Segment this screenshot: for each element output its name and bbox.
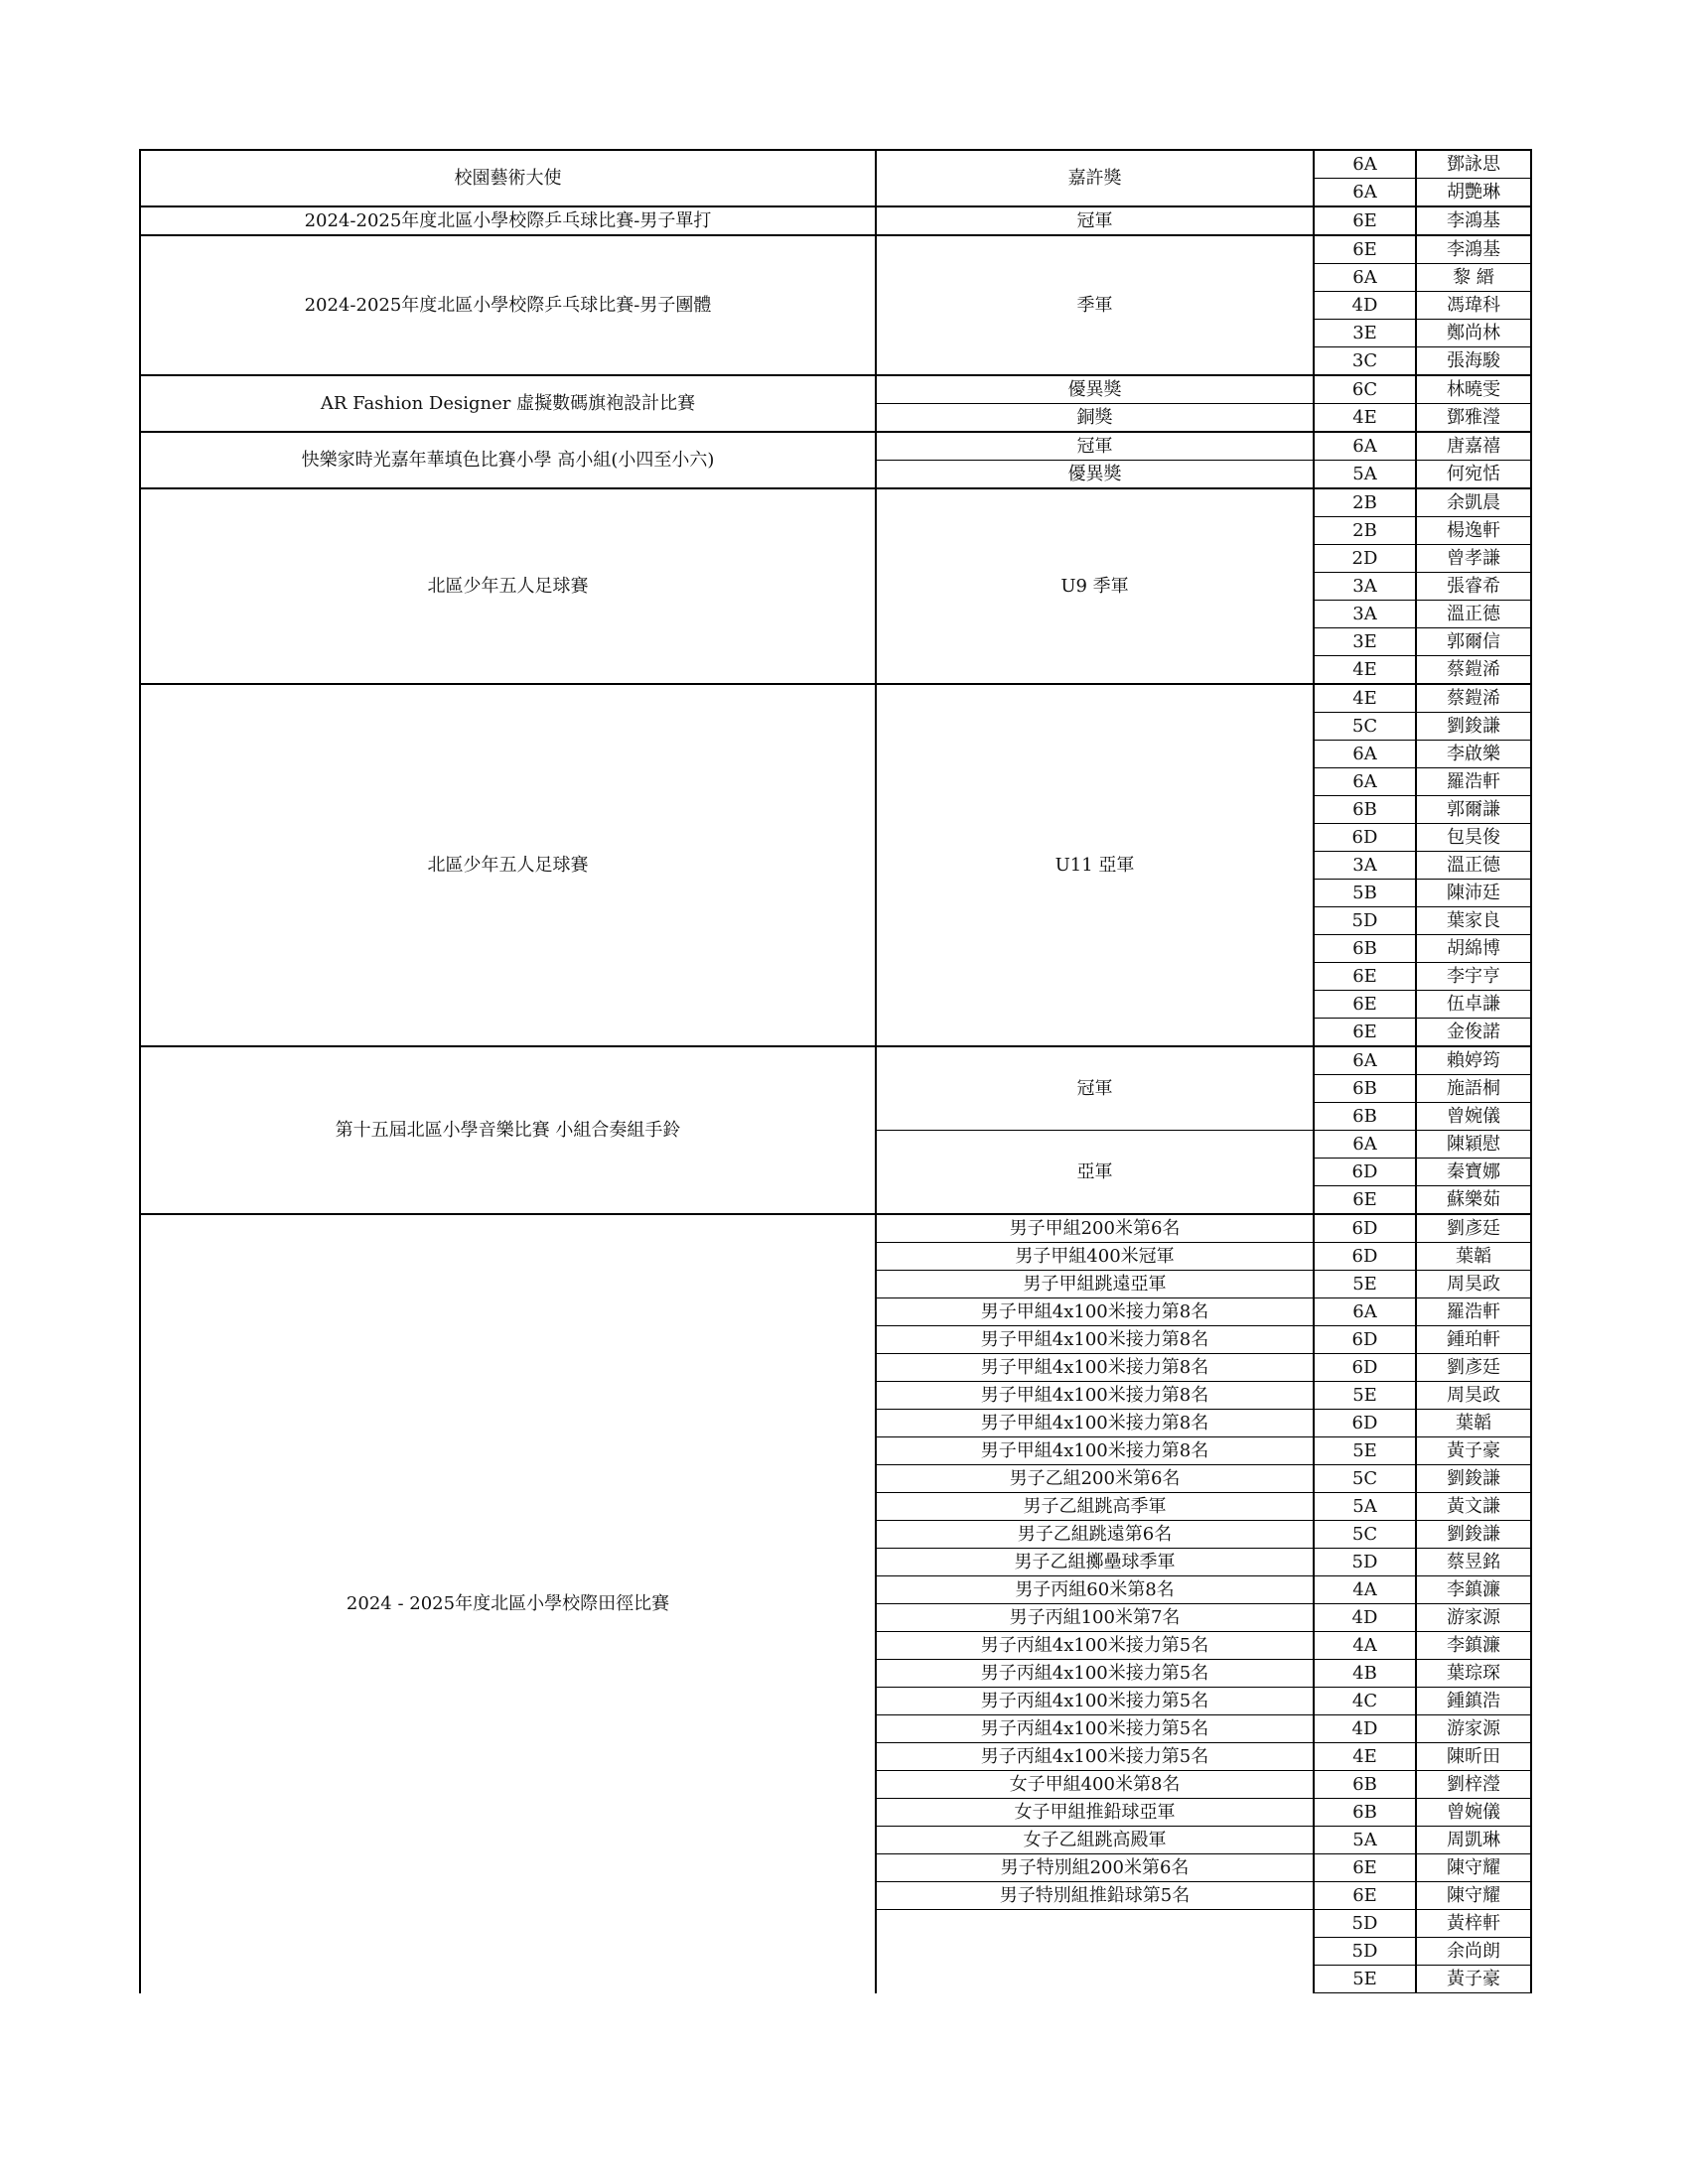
class-cell: 3A xyxy=(1314,573,1416,601)
student-name-cell: 周凱琳 xyxy=(1416,1827,1531,1854)
student-name-cell: 鄧詠思 xyxy=(1416,150,1531,179)
student-name-cell: 李鴻基 xyxy=(1416,235,1531,264)
student-name-cell: 周昊政 xyxy=(1416,1382,1531,1410)
table-row xyxy=(140,1046,1531,1075)
student-name-cell: 劉梓瀅 xyxy=(1416,1771,1531,1799)
student-name-cell: 包昊俊 xyxy=(1416,824,1531,852)
class-cell: 5A xyxy=(1314,461,1416,489)
class-cell: 5B xyxy=(1314,880,1416,907)
awards-table xyxy=(139,149,1532,1993)
table-row xyxy=(140,235,1531,264)
class-cell: 6E xyxy=(1314,1854,1416,1882)
class-cell: 6A xyxy=(1314,1046,1416,1075)
student-name-cell: 李鎮濂 xyxy=(1416,1632,1531,1660)
award-cell: 男子丙組60米第8名 xyxy=(876,1576,1314,1604)
student-name-cell: 黃子豪 xyxy=(1416,1437,1531,1465)
award-cell: 男子甲組200米第6名 xyxy=(876,1214,1314,1243)
student-name-cell: 黃梓軒 xyxy=(1416,1910,1531,1938)
student-name-cell: 葉韜 xyxy=(1416,1243,1531,1271)
class-cell: 5E xyxy=(1314,1382,1416,1410)
student-name-cell: 葉家良 xyxy=(1416,907,1531,935)
student-name-cell: 陳昕田 xyxy=(1416,1743,1531,1771)
class-cell: 6A xyxy=(1314,1131,1416,1159)
class-cell: 5D xyxy=(1314,1938,1416,1966)
class-cell: 6D xyxy=(1314,1410,1416,1437)
student-name-cell: 游家源 xyxy=(1416,1715,1531,1743)
student-name-cell: 李宇亨 xyxy=(1416,963,1531,991)
class-cell: 3E xyxy=(1314,628,1416,656)
event-name-cell: 北區少年五人足球賽 xyxy=(140,488,876,684)
award-cell: 男子甲組4x100米接力第8名 xyxy=(876,1410,1314,1437)
class-cell: 5A xyxy=(1314,1827,1416,1854)
student-name-cell: 陳守耀 xyxy=(1416,1854,1531,1882)
student-name-cell: 陳沛廷 xyxy=(1416,880,1531,907)
award-cell: 嘉許獎 xyxy=(876,150,1314,206)
award-cell: 男子丙組4x100米接力第5名 xyxy=(876,1743,1314,1771)
award-cell: 男子特別組推鉛球第5名 xyxy=(876,1882,1314,1910)
student-name-cell: 溫正德 xyxy=(1416,601,1531,628)
class-cell: 5C xyxy=(1314,1465,1416,1493)
award-cell: U9 季軍 xyxy=(876,488,1314,684)
class-cell: 2B xyxy=(1314,488,1416,517)
class-cell: 6B xyxy=(1314,935,1416,963)
class-cell: 5D xyxy=(1314,1549,1416,1576)
award-cell: 女子甲組推鉛球亞軍 xyxy=(876,1799,1314,1827)
class-cell: 4E xyxy=(1314,656,1416,685)
table-row xyxy=(140,206,1531,235)
student-name-cell: 李鴻基 xyxy=(1416,206,1531,235)
student-name-cell: 曾婉儀 xyxy=(1416,1799,1531,1827)
student-name-cell: 劉鋑謙 xyxy=(1416,1521,1531,1549)
class-cell: 4D xyxy=(1314,1604,1416,1632)
award-cell: 男子甲組4x100米接力第8名 xyxy=(876,1437,1314,1465)
student-name-cell: 劉鋑謙 xyxy=(1416,713,1531,741)
student-name-cell: 周昊政 xyxy=(1416,1271,1531,1298)
student-name-cell: 張海駿 xyxy=(1416,347,1531,376)
class-cell: 5E xyxy=(1314,1966,1416,1993)
award-cell: 冠軍 xyxy=(876,1046,1314,1131)
table-row xyxy=(140,432,1531,461)
table-row xyxy=(140,488,1531,517)
award-cell: 男子乙組擲壘球季軍 xyxy=(876,1549,1314,1576)
student-name-cell: 唐嘉禧 xyxy=(1416,432,1531,461)
student-name-cell: 蘇樂茹 xyxy=(1416,1186,1531,1215)
class-cell: 6D xyxy=(1314,1243,1416,1271)
award-cell: 男子甲組4x100米接力第8名 xyxy=(876,1326,1314,1354)
student-name-cell: 楊逸軒 xyxy=(1416,517,1531,545)
class-cell: 2D xyxy=(1314,545,1416,573)
student-name-cell: 劉彥廷 xyxy=(1416,1354,1531,1382)
class-cell: 6E xyxy=(1314,1882,1416,1910)
student-name-cell: 蔡昱銘 xyxy=(1416,1549,1531,1576)
event-name-cell: 快樂家時光嘉年華填色比賽小學 高小組(小四至小六) xyxy=(140,432,876,488)
award-cell: 男子甲組4x100米接力第8名 xyxy=(876,1354,1314,1382)
class-cell: 5D xyxy=(1314,1910,1416,1938)
student-name-cell: 羅浩軒 xyxy=(1416,1298,1531,1326)
class-cell: 6B xyxy=(1314,1771,1416,1799)
award-cell: 銅獎 xyxy=(876,404,1314,433)
class-cell: 4D xyxy=(1314,1715,1416,1743)
student-name-cell: 曾婉儀 xyxy=(1416,1103,1531,1131)
class-cell: 4D xyxy=(1314,292,1416,320)
awards-table-body xyxy=(140,150,1531,1993)
student-name-cell: 金俊諾 xyxy=(1416,1019,1531,1047)
award-cell: 男子丙組100米第7名 xyxy=(876,1604,1314,1632)
class-cell: 6A xyxy=(1314,1298,1416,1326)
award-cell: 女子乙組跳高殿軍 xyxy=(876,1827,1314,1854)
student-name-cell: 黎 縉 xyxy=(1416,264,1531,292)
class-cell: 5E xyxy=(1314,1271,1416,1298)
class-cell: 6A xyxy=(1314,179,1416,207)
class-cell: 6E xyxy=(1314,1019,1416,1047)
event-name-cell: 2024 - 2025年度北區小學校際田徑比賽 xyxy=(140,1214,876,1993)
award-cell: 季軍 xyxy=(876,235,1314,375)
student-name-cell: 林曉雯 xyxy=(1416,375,1531,404)
student-name-cell: 陳穎慰 xyxy=(1416,1131,1531,1159)
student-name-cell: 陳守耀 xyxy=(1416,1882,1531,1910)
student-name-cell: 郭爾謙 xyxy=(1416,796,1531,824)
student-name-cell: 蔡鎧浠 xyxy=(1416,656,1531,685)
event-name-cell: 2024-2025年度北區小學校際乒乓球比賽-男子單打 xyxy=(140,206,876,235)
class-cell: 4E xyxy=(1314,1743,1416,1771)
class-cell: 6A xyxy=(1314,741,1416,768)
class-cell: 6C xyxy=(1314,375,1416,404)
student-name-cell: 馮瑋科 xyxy=(1416,292,1531,320)
award-cell: 男子乙組200米第6名 xyxy=(876,1465,1314,1493)
class-cell: 5C xyxy=(1314,713,1416,741)
class-cell: 5E xyxy=(1314,1437,1416,1465)
student-name-cell: 黃子豪 xyxy=(1416,1966,1531,1993)
class-cell: 4A xyxy=(1314,1576,1416,1604)
class-cell: 6E xyxy=(1314,991,1416,1019)
student-name-cell: 游家源 xyxy=(1416,1604,1531,1632)
class-cell: 6D xyxy=(1314,824,1416,852)
class-cell: 2B xyxy=(1314,517,1416,545)
award-cell: 優異獎 xyxy=(876,461,1314,489)
student-name-cell: 鄭尚林 xyxy=(1416,320,1531,347)
award-cell: 男子丙組4x100米接力第5名 xyxy=(876,1715,1314,1743)
student-name-cell: 葉琮琛 xyxy=(1416,1660,1531,1688)
class-cell: 6A xyxy=(1314,768,1416,796)
class-cell: 5C xyxy=(1314,1521,1416,1549)
student-name-cell: 鍾鎮浩 xyxy=(1416,1688,1531,1715)
table-row xyxy=(140,375,1531,404)
class-cell: 6B xyxy=(1314,796,1416,824)
student-name-cell: 劉彥廷 xyxy=(1416,1214,1531,1243)
award-cell: 男子甲組4x100米接力第8名 xyxy=(876,1298,1314,1326)
class-cell: 6B xyxy=(1314,1799,1416,1827)
student-name-cell: 余尚朗 xyxy=(1416,1938,1531,1966)
student-name-cell: 蔡鎧浠 xyxy=(1416,684,1531,713)
student-name-cell: 李鎮濂 xyxy=(1416,1576,1531,1604)
class-cell: 5A xyxy=(1314,1493,1416,1521)
award-cell: 男子甲組4x100米接力第8名 xyxy=(876,1382,1314,1410)
class-cell: 6E xyxy=(1314,963,1416,991)
award-cell: 男子丙組4x100米接力第5名 xyxy=(876,1632,1314,1660)
award-cell: 女子甲組400米第8名 xyxy=(876,1771,1314,1799)
event-name-cell: 北區少年五人足球賽 xyxy=(140,684,876,1046)
student-name-cell: 郭爾信 xyxy=(1416,628,1531,656)
event-name-cell: 校園藝術大使 xyxy=(140,150,876,206)
student-name-cell: 黃文謙 xyxy=(1416,1493,1531,1521)
student-name-cell: 余凱晨 xyxy=(1416,488,1531,517)
student-name-cell: 溫正德 xyxy=(1416,852,1531,880)
student-name-cell: 何宛恬 xyxy=(1416,461,1531,489)
class-cell: 4C xyxy=(1314,1688,1416,1715)
student-name-cell: 葉韜 xyxy=(1416,1410,1531,1437)
class-cell: 4E xyxy=(1314,684,1416,713)
class-cell: 6D xyxy=(1314,1354,1416,1382)
event-name-cell: 第十五屆北區小學音樂比賽 小組合奏組手鈴 xyxy=(140,1046,876,1214)
class-cell: 3E xyxy=(1314,320,1416,347)
student-name-cell: 鄧雅瀅 xyxy=(1416,404,1531,433)
award-cell: 男子丙組4x100米接力第5名 xyxy=(876,1660,1314,1688)
class-cell: 6A xyxy=(1314,432,1416,461)
student-name-cell: 鍾珀軒 xyxy=(1416,1326,1531,1354)
award-cell xyxy=(876,1910,1314,1993)
student-name-cell: 張睿希 xyxy=(1416,573,1531,601)
student-name-cell: 施語桐 xyxy=(1416,1075,1531,1103)
event-name-cell: AR Fashion Designer 虛擬數碼旗袍設計比賽 xyxy=(140,375,876,432)
class-cell: 5D xyxy=(1314,907,1416,935)
event-name-cell: 2024-2025年度北區小學校際乒乓球比賽-男子團體 xyxy=(140,235,876,375)
class-cell: 6B xyxy=(1314,1103,1416,1131)
class-cell: 6D xyxy=(1314,1159,1416,1186)
class-cell: 4B xyxy=(1314,1660,1416,1688)
table-row xyxy=(140,1214,1531,1243)
class-cell: 3A xyxy=(1314,852,1416,880)
student-name-cell: 劉鋑謙 xyxy=(1416,1465,1531,1493)
student-name-cell: 秦寶娜 xyxy=(1416,1159,1531,1186)
table-row xyxy=(140,684,1531,713)
student-name-cell: 李啟樂 xyxy=(1416,741,1531,768)
award-cell: U11 亞軍 xyxy=(876,684,1314,1046)
class-cell: 6E xyxy=(1314,206,1416,235)
student-name-cell: 賴婷筠 xyxy=(1416,1046,1531,1075)
class-cell: 4A xyxy=(1314,1632,1416,1660)
award-cell: 冠軍 xyxy=(876,206,1314,235)
student-name-cell: 伍卓謙 xyxy=(1416,991,1531,1019)
class-cell: 6D xyxy=(1314,1326,1416,1354)
class-cell: 3A xyxy=(1314,601,1416,628)
class-cell: 6A xyxy=(1314,264,1416,292)
award-cell: 冠軍 xyxy=(876,432,1314,461)
student-name-cell: 曾孝謙 xyxy=(1416,545,1531,573)
award-cell: 亞軍 xyxy=(876,1131,1314,1215)
award-cell: 優異獎 xyxy=(876,375,1314,404)
award-cell: 男子甲組400米冠軍 xyxy=(876,1243,1314,1271)
award-cell: 男子甲組跳遠亞軍 xyxy=(876,1271,1314,1298)
class-cell: 3C xyxy=(1314,347,1416,376)
table-row xyxy=(140,150,1531,179)
class-cell: 6E xyxy=(1314,235,1416,264)
student-name-cell: 羅浩軒 xyxy=(1416,768,1531,796)
award-cell: 男子丙組4x100米接力第5名 xyxy=(876,1688,1314,1715)
student-name-cell: 胡綿博 xyxy=(1416,935,1531,963)
award-cell: 男子乙組跳遠第6名 xyxy=(876,1521,1314,1549)
award-cell: 男子特別組200米第6名 xyxy=(876,1854,1314,1882)
class-cell: 4E xyxy=(1314,404,1416,433)
student-name-cell: 胡艷琳 xyxy=(1416,179,1531,207)
class-cell: 6B xyxy=(1314,1075,1416,1103)
award-cell: 男子乙組跳高季軍 xyxy=(876,1493,1314,1521)
class-cell: 6E xyxy=(1314,1186,1416,1215)
class-cell: 6D xyxy=(1314,1214,1416,1243)
class-cell: 6A xyxy=(1314,150,1416,179)
